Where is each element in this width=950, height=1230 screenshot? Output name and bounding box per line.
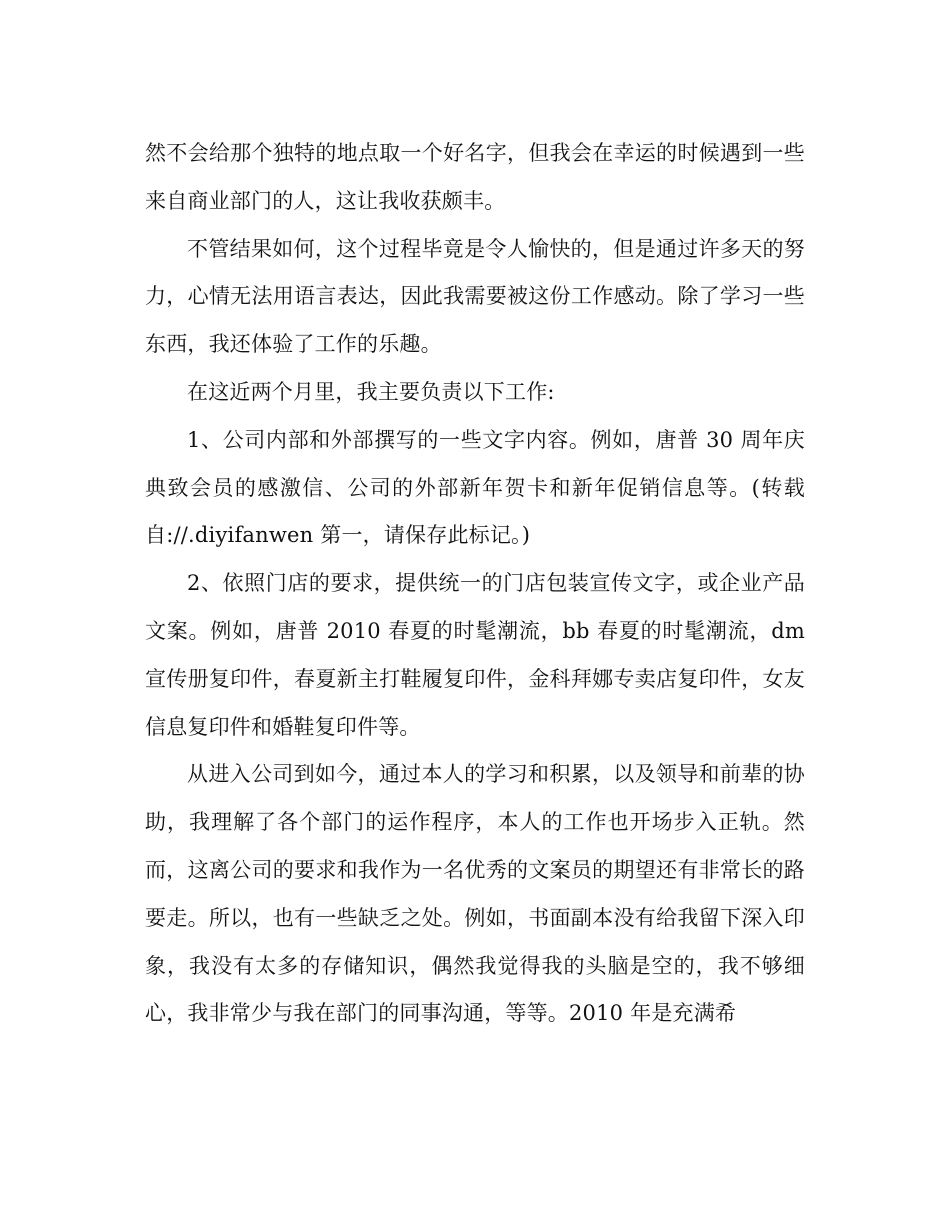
- paragraph-2: 不管结果如何，这个过程毕竟是令人愉快的，但是通过许多天的努力，心情无法用语言表达，因此我需要被这份工作感动。除了学习一些东西，我还体验了工作的乐趣。: [145, 236, 805, 357]
- paragraph-5: 2、依照门店的要求，提供统一的门店包装宣传文字，或企业产品文案。例如，唐普 2010 春夏的时髦潮流，bb 春夏的时髦潮流，dm 宣传册复印件，春夏新主打鞋履复印件，金科拜娜专卖店复印件，女友信息复印件和婚鞋复印件等。: [145, 571, 805, 739]
- document-body: [145, 130, 805, 1038]
- paragraph-3: 在这近两个月里，我主要负责以下工作:: [187, 379, 555, 404]
- paragraph-4: 1、公司内部和外部撰写的一些文字内容。例如，唐普 30 周年庆典致会员的感激信、公司的外部新年贺卡和新年促销信息等。(转载自://.diyifanwen 第一，请保存此标记。): [145, 427, 805, 548]
- paragraph-1: 然不会给那个独特的地点取一个好名字，但我会在幸运的时候遇到一些来自商业部门的人，这让我收获颇丰。: [145, 141, 805, 213]
- paragraph-6: 从进入公司到如今，通过本人的学习和积累，以及领导和前辈的协助，我理解了各个部门的运作程序，本人的工作也开场步入正轨。然而，这离公司的要求和我作为一名优秀的文案员的期望还有非常长的路要走。所以，也有一些缺乏之处。例如，书面副本没有给我留下深入印象，我没有太多的存储知识，偶然我觉得我的头脑是空的，我不够细心，我非常少与我在部门的同事沟通，等等。2010 年是充满希: [145, 762, 805, 1026]
